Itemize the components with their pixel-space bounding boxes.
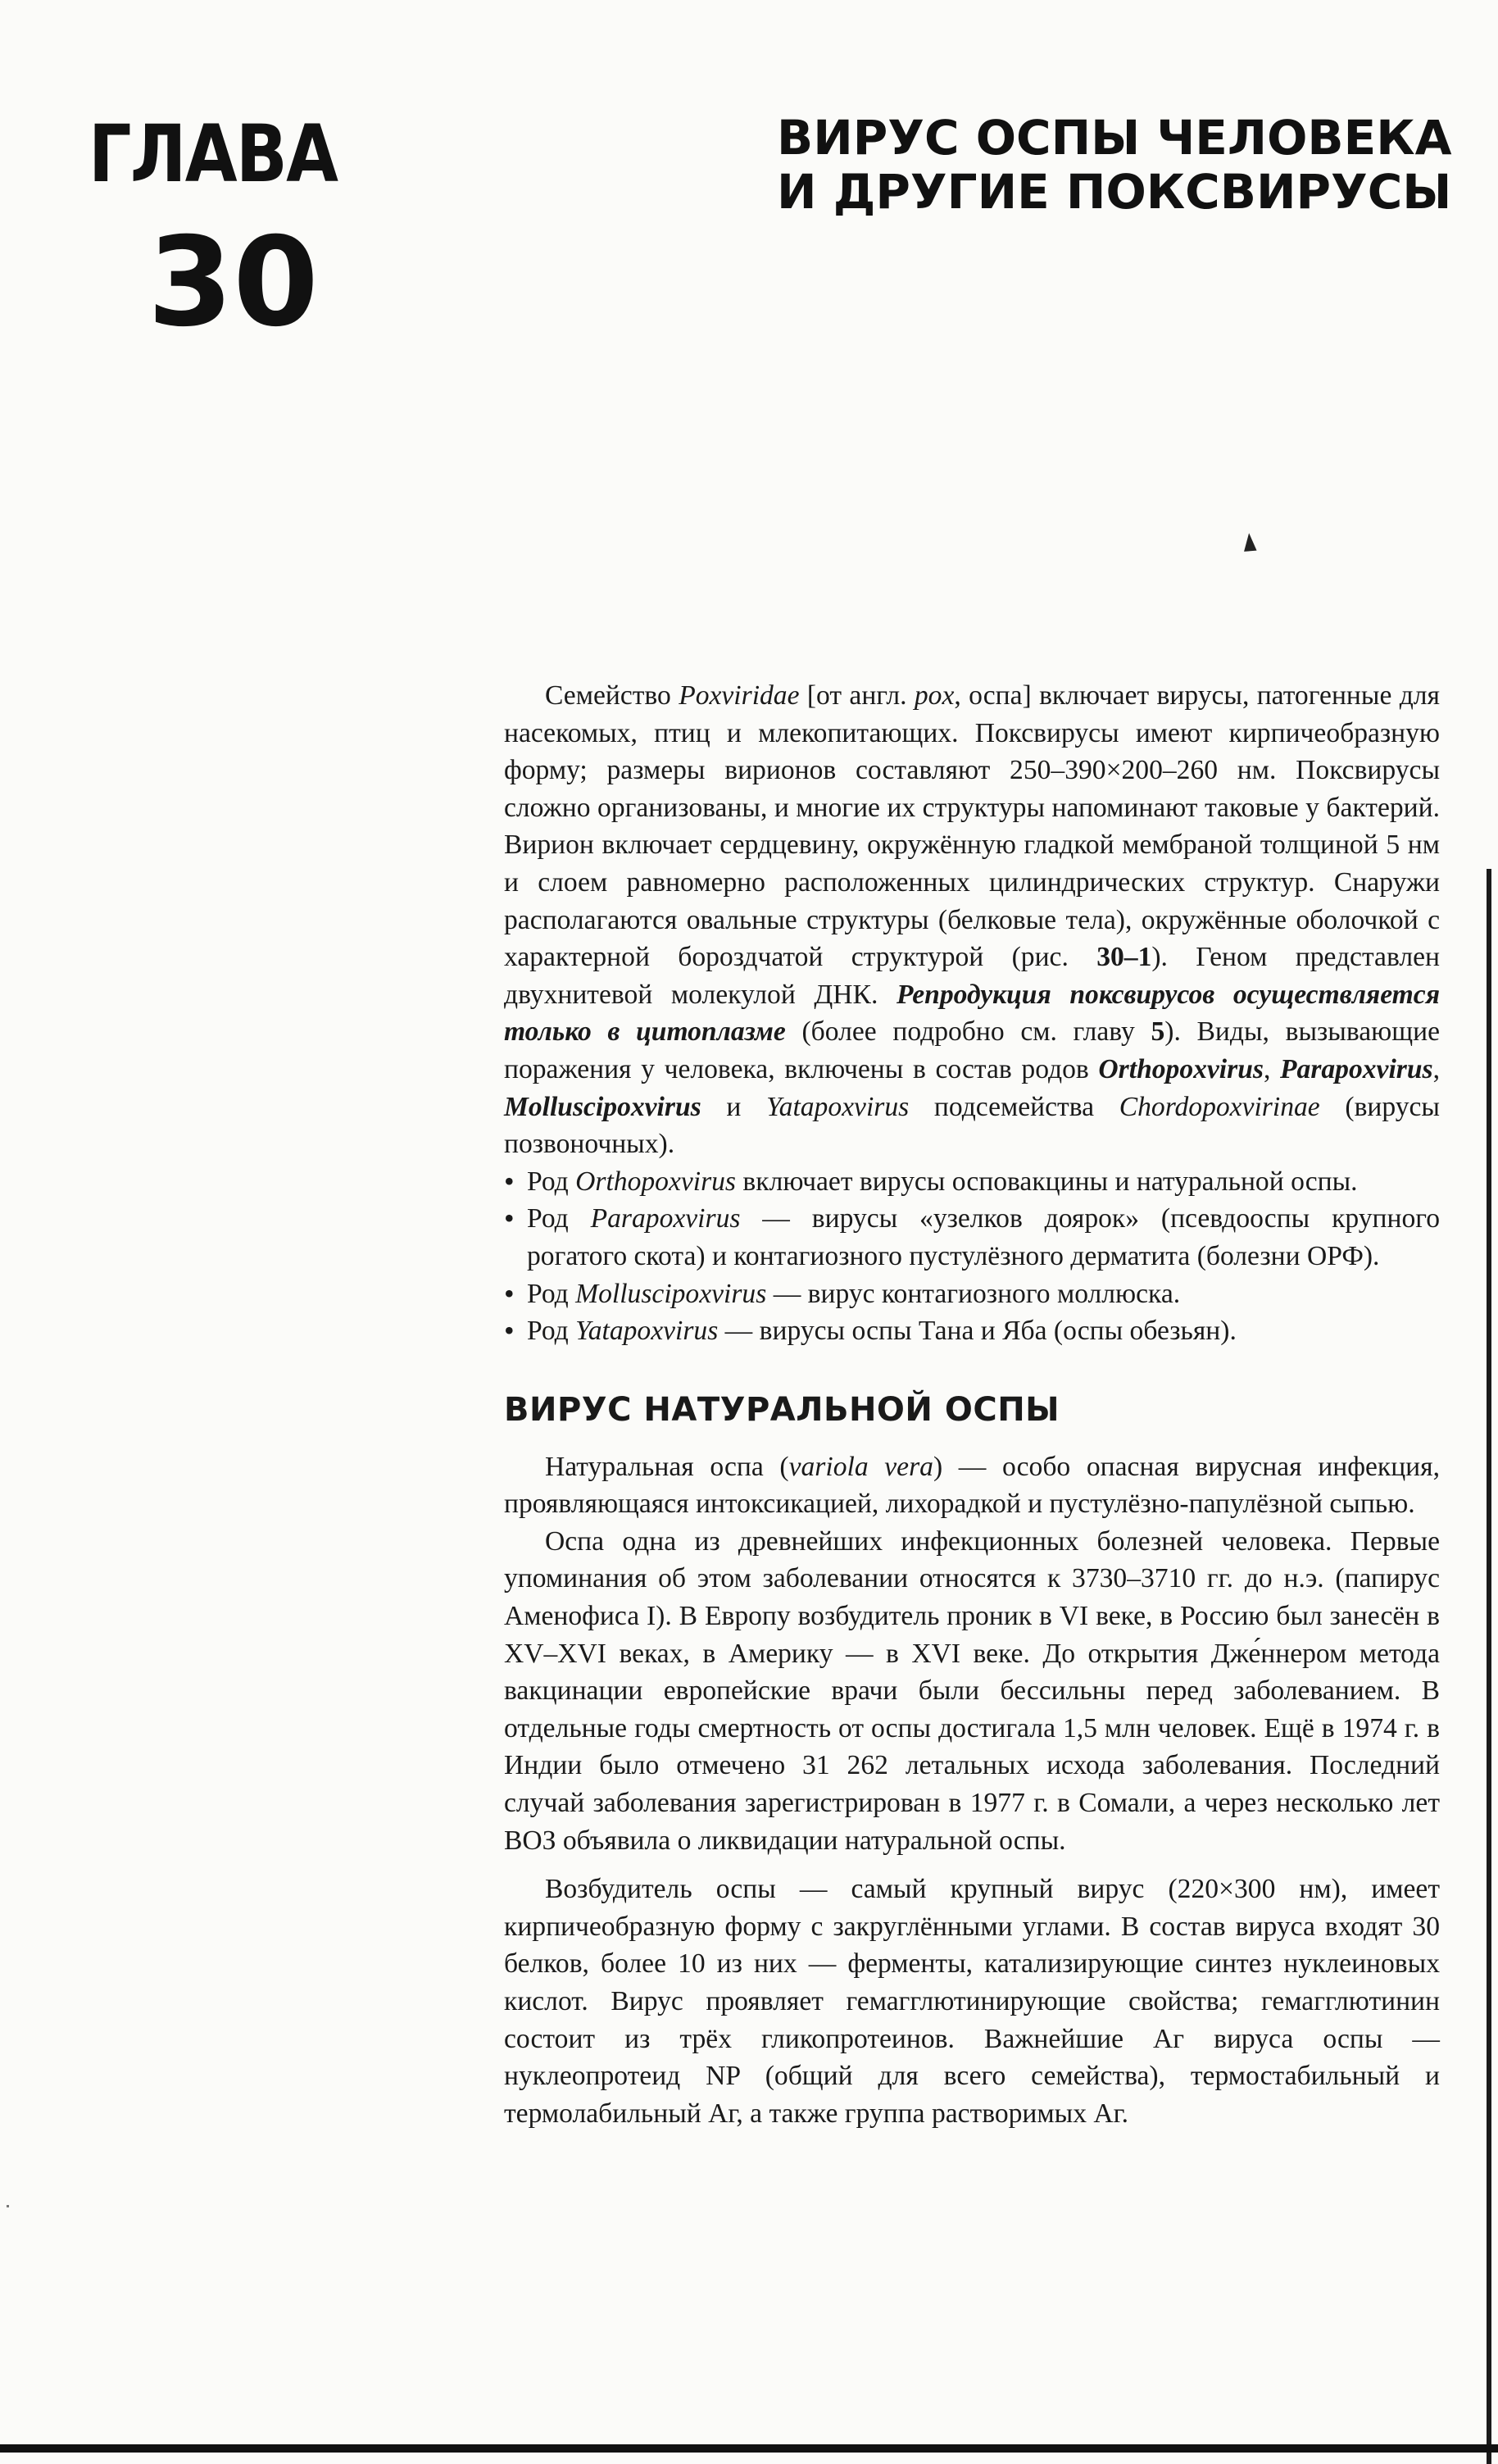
list-item: • Род Molluscipoxvirus — вирус контагиозного моллюска. — [504, 1275, 1440, 1313]
chapter-number: 30 — [148, 211, 319, 354]
intro-paragraph: Семейство Poxviridae [от англ. pox, оспа] включает вирусы, патогенные для насекомых, птиц и млекопитающих. Поксвирусы имеют кирпичеобразную форму; размеры вирионов составляют 250–390×200–260 нм. Поксвирусы сложно организованы, и многие их структуры напоминают таковые у бактерий. Вирион включает сердцевину, окружённую гладкой мембраной толщиной 5 нм и слоем равномерно расположенных цилиндрических структур. Снаружи располагаются овальные структуры (белковые тела), окружённые оболочкой с характерной бороздчатой структурой (рис. 30–1). Геном представлен двухнитевой молекулой ДНК. Репродукция поксвирусов осуществляется только в цитоплазме (более подробно см. главу 5). Виды, вызывающие поражения у человека, включены в состав родов Orthopoxvirus, Parapoxvirus, Molluscipoxvirus и Yatapoxvirus подсемейства Chordopoxvirinae (вирусы позвоночных). — [504, 680, 1440, 1160]
chapter-body — [504, 677, 1440, 2132]
chapter-title — [777, 111, 1465, 219]
chapter-title-line-1: ВИРУС ОСПЫ ЧЕЛОВЕКА — [777, 110, 1452, 166]
list-item: • Род Orthopoxvirus включает вирусы осповакцины и натуральной оспы. — [504, 1163, 1440, 1201]
chapter-label: ГЛАВА — [89, 108, 338, 200]
decorative-mark — [1238, 533, 1262, 557]
history-paragraph: Оспа одна из древнейших инфекционных болезней человека. Первые упоминания об этом заболевании относятся к 3730–3710 гг. до н.э. (папирус Аменофиса I). В Европу возбудитель проник в VI веке, в Россию был занесён в XV–XVI веках, в Америку — в XVI веке. До открытия Дже́ннером метода вакцинации европейские врачи были бессильны перед заболеванием. В отдельные годы смертность от оспы достигала 1,5 млн человек. Ещё в 1974 г. в Индии было отмечено 31 262 летальных исхода заболевания. Последний случай заболевания зарегистрирован в 1977 г. в Сомали, а через несколько лет ВОЗ объявила о ликвидации натуральной оспы. — [504, 1525, 1440, 1856]
pathogen-paragraph: Возбудитель оспы — самый крупный вирус (220×300 нм), имеет кирпичеобразную форму с закруглёнными углами. В состав вируса входят 30 белков, более 10 из них — ферменты, катализирующие синтез нуклеиновых кислот. Вирус проявляет гемагглютинирующие свойства; гемагглютинин состоит из трёх гликопротеинов. Важнейшие Аг вируса оспы — нуклеопротеид NP (общий для всего семейства), термостабильный и термолабильный Аг, а также группа растворимых Аг. — [504, 1874, 1440, 2129]
definition-paragraph: Натуральная оспа (variola vera) — особо опасная вирусная инфекция, проявляющаяся интоксикацией, лихорадкой и пустулёзно-папулёзной сыпью. — [504, 1451, 1440, 1520]
list-item: • Род Yatapoxvirus — вирусы оспы Тана и Яба (оспы обезьян). — [504, 1312, 1440, 1350]
list-item: • Род Parapoxvirus — вирусы «узелков доярок» (псевдооспы крупного рогатого скота) и контагиозного пустулёзного дерматита (болезни ОРФ). — [504, 1200, 1440, 1275]
section-heading: ВИРУС НАТУРАЛЬНОЙ ОСПЫ — [504, 1390, 1060, 1429]
scan-speck — [7, 2205, 9, 2207]
bottom-rule — [0, 2444, 1498, 2453]
genera-list — [504, 1163, 1440, 1350]
right-edge-rule — [1487, 869, 1491, 2464]
chapter-title-line-2: И ДРУГИЕ ПОКСВИРУСЫ — [777, 164, 1452, 220]
